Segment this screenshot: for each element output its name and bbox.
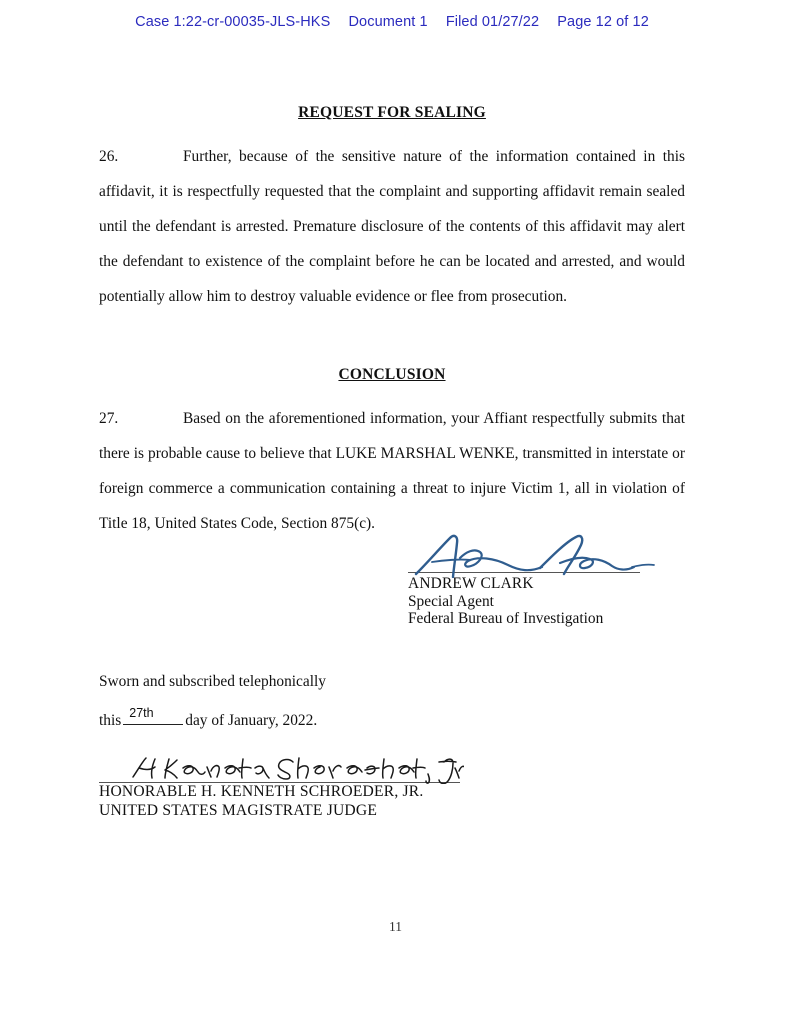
section-heading-request-for-sealing: [99, 104, 685, 122]
sworn-this-label: this: [99, 712, 122, 729]
affiant-signature-image: [408, 534, 698, 572]
paragraph-27-number: 27.: [99, 410, 119, 427]
judge-name: HONORABLE H. KENNETH SCHROEDER, JR.: [99, 783, 424, 800]
document-body: [99, 104, 685, 541]
ecf-header-stamp: [0, 14, 791, 30]
section-heading-conclusion: [99, 366, 685, 384]
affiant-name: ANDREW CLARK: [408, 575, 534, 592]
affiant-title: Special Agent: [408, 592, 494, 610]
section-spacer: [99, 314, 685, 366]
judge-title: UNITED STATES MAGISTRATE JUDGE: [99, 801, 378, 819]
sworn-subscribed-block: [99, 672, 559, 731]
affiant-agency: Federal Bureau of Investigation: [408, 610, 604, 627]
sworn-day-value: 27th: [129, 706, 154, 720]
sworn-date-rest: day of January, 2022.: [185, 712, 318, 729]
footer-page-number: 11: [389, 919, 402, 934]
sworn-day-blank: [123, 706, 183, 725]
affiant-signature-block: [408, 534, 698, 628]
sworn-date-line: [99, 706, 559, 731]
judge-signature-image: [99, 754, 519, 782]
sworn-statement-line: Sworn and subscribed telephonically: [99, 673, 326, 690]
paragraph-27-text: Based on the aforementioned information, your Affiant respectfully submits that there is probable cause to believe that LUKE MARSHAL WENKE, transmitted in interstate or foreign commerce a communication containing a threat to injure Victim 1, all in violation of Title 18, United States Code, Section 875(c).: [99, 410, 685, 532]
paragraph-26-text: Further, because of the sensitive nature of the information contained in this affidavit, it is respectfully requested that the complaint and supporting affidavit remain sealed until the defendant is arrested. Premature disclosure of the contents of this affidavit may alert the defendant to existence of the complaint before he can be located and arrested, and would potentially allow him to destroy valuable evidence or flee from prosecution.: [99, 148, 685, 305]
section-heading-request-for-sealing-text: REQUEST FOR SEALING: [298, 104, 486, 121]
judge-signature-block: [99, 754, 519, 820]
ecf-page-indicator: Page 12 of 12: [557, 14, 649, 30]
ecf-case-number: Case 1:22-cr-00035-JLS-HKS: [135, 14, 331, 30]
paragraph-26-number: 26.: [99, 148, 119, 165]
paragraph-27: [99, 401, 685, 541]
paragraph-26: [99, 139, 685, 314]
ecf-document-number: Document 1: [348, 14, 428, 30]
section-heading-conclusion-text: CONCLUSION: [338, 366, 446, 383]
ecf-filed-date: Filed 01/27/22: [445, 14, 540, 30]
